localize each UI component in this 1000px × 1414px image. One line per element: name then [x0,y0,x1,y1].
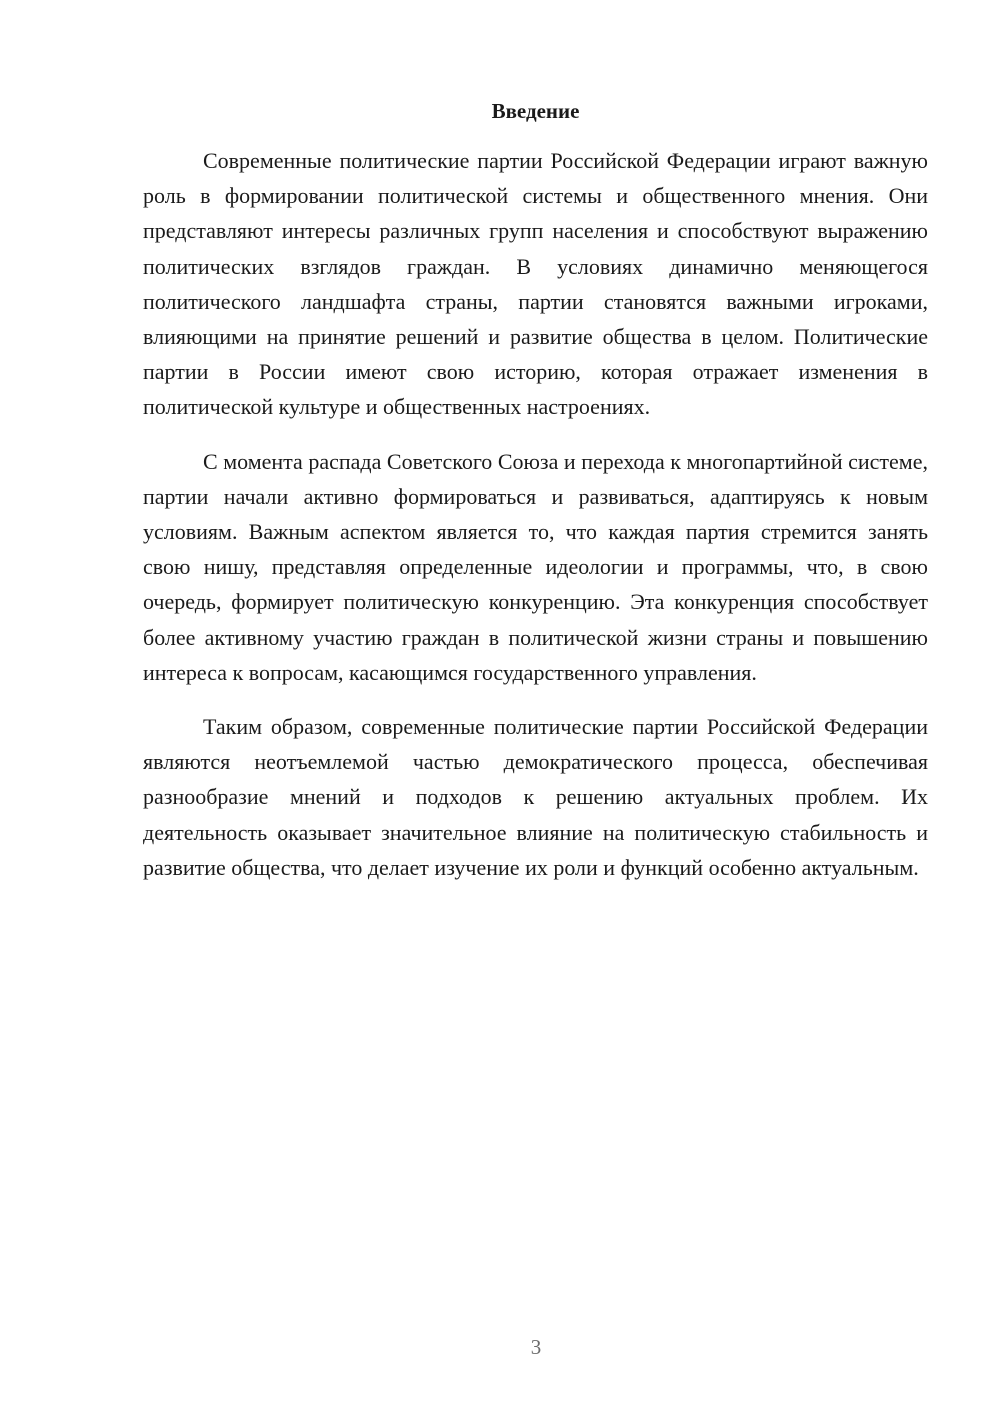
body-text [143,143,928,885]
page-number: 3 [530,1335,542,1359]
paragraph-2: С момента распада Советского Союза и перехода к многопартийной системе, партии начали активно формироваться и развиваться, адаптируясь к новым условиям. Важным аспектом является то, что каждая партия стремится занять свою нишу, представляя определенные идеологии и программы, что, в свою очередь, формирует политическую конкуренцию. Эта конкуренция способствует более активному участию граждан в политической жизни страны и повышению интереса к вопросам, касающимся государственного управления. [143,448,928,685]
paragraph-1: Современные политические партии Российской Федерации играют важную роль в формировании политической системы и общественного мнения. Они представляют интересы различных групп населения и способствуют выражению политических взглядов граждан. В условиях динамично меняющегося политического ландшафта страны, партии становятся важными игроками, влияющими на принятие решений и развитие общества в целом. Политические партии в России имеют свою историю, которая отражает изменения в политической культуре и общественных настроениях. [143,148,928,420]
section-heading: Введение [491,99,580,123]
paragraph-3: Таким образом, современные политические партии Российской Федерации являются неотъемлемой частью демократического процесса, обеспечивая разнообразие мнений и подходов к решению актуальных проблем. Их деятельность оказывает значительное влияние на политическую стабильность и развитие общества, что делает изучение их роли и функций особенно актуальным. [143,714,928,880]
